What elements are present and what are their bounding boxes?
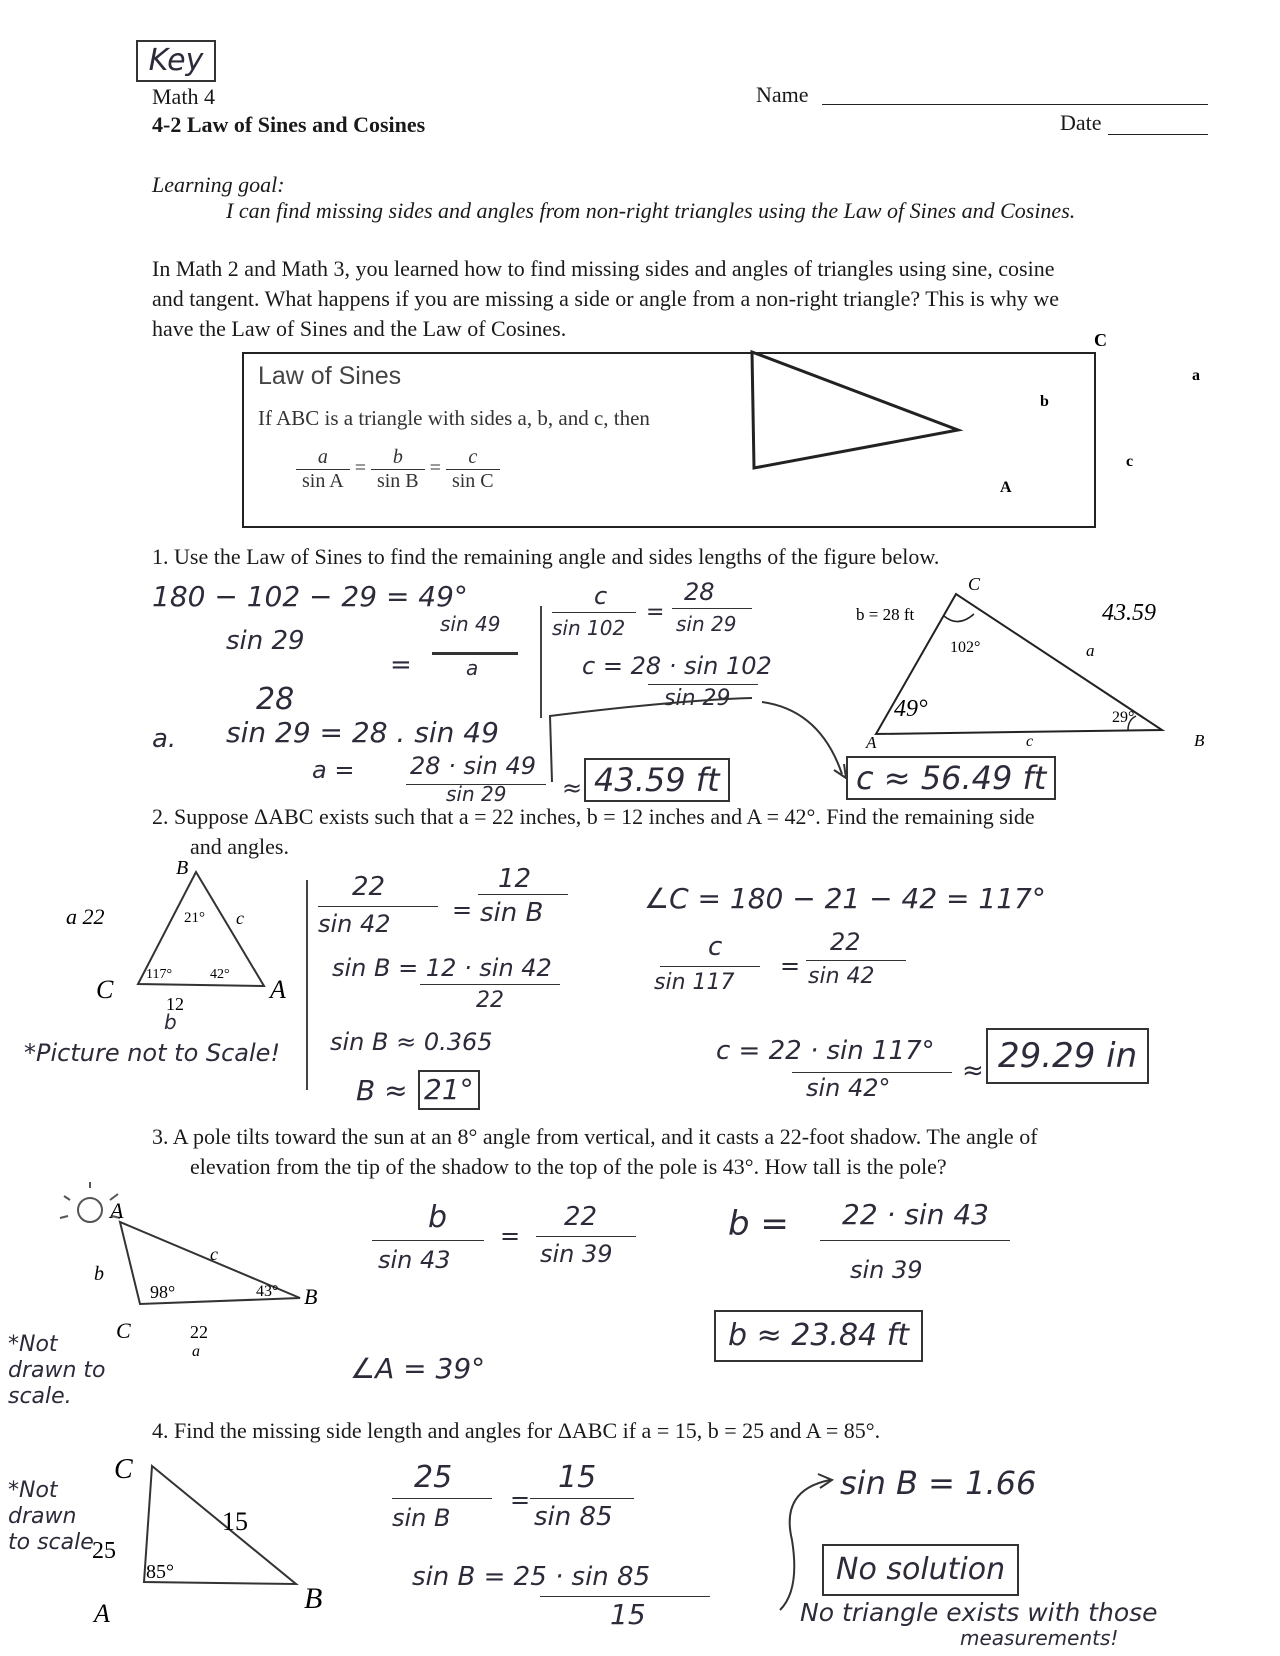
formula-eq-1: =	[354, 457, 366, 480]
q1-text: 1. Use the Law of Sines to find the remaining angle and sides lengths of the figure below.	[152, 544, 940, 569]
q2-bar3	[420, 984, 560, 985]
tri-label-C: C	[1094, 330, 1107, 350]
q3-text-2: elevation from the tip of the shadow to the top of the pole is 43°. How tall is the pole?	[190, 1154, 947, 1179]
q1-a-label: a.	[152, 724, 177, 754]
q2-c-eq: c = 22 · sin 117°	[716, 1036, 935, 1066]
q1-fraction-bar	[432, 652, 518, 655]
q4-scale-note: *Not drawn to scale	[8, 1478, 94, 1555]
q1-28: 28	[256, 682, 295, 717]
q3-fig-a: a	[192, 1343, 200, 1360]
q3-b-num: 22 · sin 43	[842, 1198, 989, 1231]
q4-eq: =	[510, 1486, 531, 1514]
formula-sinB: sin B	[376, 470, 419, 492]
formula-a: a	[296, 446, 350, 470]
q3-sin39: sin 39	[540, 1240, 613, 1268]
q4-text: 4. Find the missing side length and angles for ΔABC if a = 15, b = 25 and A = 85°.	[152, 1418, 881, 1443]
q1-sin49: sin 49	[440, 612, 501, 636]
q2-B-label: B ≈	[356, 1074, 408, 1107]
tri-label-c: c	[1126, 453, 1134, 470]
formula-sinA: sin A	[302, 470, 344, 492]
q4-explain-1: No triangle exists with those	[800, 1598, 1158, 1627]
q4-explain-2: measurements!	[960, 1626, 1119, 1650]
q4-fig-25: 25	[92, 1538, 116, 1564]
q2-sin42b: sin 42	[808, 964, 875, 989]
q3-fig-A: A	[110, 1198, 124, 1223]
q1-fig-a: a	[1086, 641, 1095, 660]
q1-a-line: sin 29 = 28 . sin 49	[226, 716, 499, 749]
q2-fig-B: B	[176, 857, 189, 879]
q1-triangle-figure	[850, 574, 1210, 752]
q3-bar2	[536, 1236, 636, 1237]
q1-c-den: sin 29	[664, 686, 731, 711]
q2-approx: ≈	[962, 1056, 984, 1086]
q1-c-eq-bar	[648, 684, 758, 685]
q1-eq2: =	[646, 600, 665, 625]
q4-fig-A: A	[94, 1599, 110, 1628]
q2-triangle-figure	[60, 857, 300, 1014]
q4-sinB-eq: sin B = 25 · sin 85	[412, 1562, 651, 1592]
q1-fig-b: b = 28 ft	[856, 605, 915, 624]
q2-sinB-den: 22	[476, 988, 504, 1013]
q1-fig-C: C	[968, 574, 981, 594]
q2-bar6	[792, 1072, 952, 1073]
q4-fig-C: C	[114, 1454, 133, 1485]
q4-fig-85: 85°	[146, 1561, 174, 1583]
q2-c-den: sin 42°	[806, 1074, 891, 1102]
q2-c: c	[708, 932, 723, 962]
q1-28-num: 28	[684, 578, 715, 606]
q2-angleC: ∠C = 180 − 21 − 42 = 117°	[644, 882, 1046, 915]
q1-a: a	[466, 656, 479, 680]
q1-arrow	[540, 690, 860, 790]
q1-eq: =	[390, 650, 412, 680]
q1-approx: ≈	[562, 774, 583, 802]
q3-fig-c: c	[210, 1244, 218, 1264]
q4-sinB-den: 15	[610, 1598, 646, 1631]
q2-eq2: =	[780, 952, 801, 980]
law-formula	[296, 446, 500, 493]
q3-b-answer: b ≈ 23.84 ft	[714, 1310, 923, 1362]
law-triangle-diagram	[744, 330, 1200, 500]
q4-no-solution: No solution	[822, 1544, 1019, 1596]
key-label: Key	[136, 40, 216, 82]
q2-divider	[306, 880, 308, 1090]
name-label: Name	[756, 82, 809, 107]
q2-text-2: and angles.	[190, 834, 289, 859]
q3-bar1	[372, 1240, 484, 1241]
q2-text-1: 2. Suppose ΔABC exists such that a = 22 inches, b = 12 inches and A = 42°. Find the remaining side	[152, 804, 1035, 829]
q4-bar3	[540, 1596, 710, 1597]
q3-fig-22: 22	[190, 1322, 208, 1342]
q1-c-eq: c = 28 · sin 102	[582, 652, 772, 680]
goal-text: I can find missing sides and angles from non-right triangles using the Law of Sines and Cosines.	[226, 198, 1076, 223]
q1-fig-4359: 43.59	[1102, 600, 1156, 626]
q3-b-den: sin 39	[850, 1256, 923, 1284]
q1-fig-49: 49°	[894, 696, 928, 722]
q3-bar3	[820, 1240, 1010, 1241]
q4-sinB-val: sin B = 1.66	[840, 1464, 1037, 1502]
q1-c-num: c	[594, 582, 608, 610]
q2-fig-b: b	[164, 1010, 177, 1034]
q3-fig-98: 98°	[150, 1282, 176, 1302]
q3-fig-b: b	[94, 1263, 104, 1285]
formula-b: b	[371, 446, 425, 470]
q4-bar1	[392, 1498, 492, 1499]
q3-b-eq: b =	[728, 1204, 789, 1244]
q2-fig-A: A	[270, 975, 286, 1004]
formula-sinC: sin C	[451, 470, 494, 492]
q2-fig-c: c	[236, 908, 244, 928]
q1-fig-A: A	[866, 733, 877, 752]
q1-a-num: 28 · sin 49	[410, 752, 536, 780]
q1-angle-arc-C	[944, 614, 974, 622]
q2-fig-21: 21°	[184, 910, 205, 926]
law-of-sines-box	[242, 330, 1200, 528]
law-box-title: Law of Sines	[258, 362, 402, 390]
q2-c-answer: 29.29 in	[986, 1028, 1149, 1084]
q3-fig-C: C	[116, 1318, 131, 1343]
q1-a-eq: a =	[312, 756, 355, 784]
law-triangle	[752, 352, 958, 468]
q2-fig-C: C	[96, 975, 114, 1004]
q1-fig-102: 102°	[950, 639, 981, 656]
q1-fig-29: 29°	[1112, 709, 1135, 726]
q1-sin29: sin 29	[226, 626, 305, 656]
q2-fig-a22: a 22	[66, 904, 105, 929]
q2-fig-12: 12	[166, 994, 184, 1014]
q3-sin43: sin 43	[378, 1246, 451, 1274]
q1-c-answer: c ≈ 56.49 ft	[846, 756, 1056, 800]
q3-b: b	[428, 1200, 448, 1235]
q2-12: 12	[498, 864, 532, 894]
q3-eq: =	[500, 1222, 521, 1250]
q2-eq: =	[452, 896, 473, 924]
q3-angleA: ∠A = 39°	[350, 1352, 486, 1385]
q4-bar2	[530, 1498, 634, 1499]
q2-bar2	[478, 894, 568, 895]
q1-sin102: sin 102	[552, 616, 626, 640]
q3-fig-B: B	[304, 1284, 318, 1309]
name-field[interactable]	[822, 104, 1208, 105]
q2-sinB: sin B	[480, 898, 544, 928]
tri-label-b: b	[1040, 393, 1049, 410]
goal-label: Learning goal:	[152, 172, 285, 197]
intro-line-2: and tangent. What happens if you are missing a side or angle from a non-right triangle? This is why we	[152, 286, 1060, 311]
q1-a-answer: 43.59 ft	[584, 758, 730, 802]
q1-sin29-den: sin 29	[676, 612, 737, 636]
q2-fig-117: 117°	[146, 967, 173, 982]
q2-bar5	[806, 960, 906, 961]
q4-15: 15	[558, 1460, 597, 1495]
formula-c: c	[446, 446, 500, 470]
q2-fig-42: 42°	[210, 967, 230, 982]
q2-bar4	[660, 966, 760, 967]
q3-fig-43: 43°	[256, 1283, 279, 1300]
q1-c-bar	[552, 612, 636, 613]
q2-sinB-eq: sin B = 12 · sin 42	[332, 954, 552, 982]
q1-a-den: sin 29	[446, 782, 507, 806]
q4-sin85: sin 85	[534, 1502, 613, 1532]
q4-fig-B: B	[304, 1582, 323, 1615]
q2-B-answer: 21°	[418, 1070, 480, 1110]
q2-22: 22	[352, 872, 386, 902]
q2-bar1	[318, 906, 438, 907]
q1-fig-c: c	[1026, 733, 1034, 750]
formula-eq-2: =	[429, 457, 441, 480]
course-name: Math 4	[152, 84, 215, 109]
q3-22: 22	[564, 1202, 598, 1232]
intro-line-1: In Math 2 and Math 3, you learned how to find missing sides and angles of triangles using sine, cosine	[152, 256, 1055, 281]
q3-scale-note: *Not drawn to scale.	[8, 1332, 106, 1409]
q2-sinB-val: sin B ≈ 0.365	[330, 1028, 493, 1056]
tri-label-a: a	[1192, 367, 1200, 384]
q4-triangle-figure	[90, 1450, 350, 1640]
q2-sin117: sin 117	[654, 970, 735, 995]
q4-fig-15: 15	[222, 1507, 248, 1536]
date-label: Date	[1060, 110, 1102, 135]
q2-sin42: sin 42	[318, 910, 391, 938]
tri-label-A: A	[1000, 479, 1012, 496]
page-title: 4-2 Law of Sines and Cosines	[152, 112, 426, 137]
intro-line-3: have the Law of Sines and the Law of Cosines.	[152, 316, 567, 341]
law-box-statement: If ABC is a triangle with sides a, b, and c, then	[258, 406, 650, 430]
q2-scale-note: *Picture not to Scale!	[24, 1039, 281, 1067]
date-field[interactable]	[1108, 134, 1208, 135]
q4-sinB: sin B	[392, 1504, 451, 1532]
q1-fig-B: B	[1194, 731, 1205, 750]
q1-28-bar	[672, 608, 752, 609]
q3-text-1: 3. A pole tilts toward the sun at an 8° angle from vertical, and it casts a 22-foot shadow. The angle of	[152, 1124, 1038, 1149]
q2-22b: 22	[830, 928, 861, 956]
q1-angle-work: 180 − 102 − 29 = 49°	[152, 580, 468, 613]
q4-25: 25	[414, 1460, 453, 1495]
